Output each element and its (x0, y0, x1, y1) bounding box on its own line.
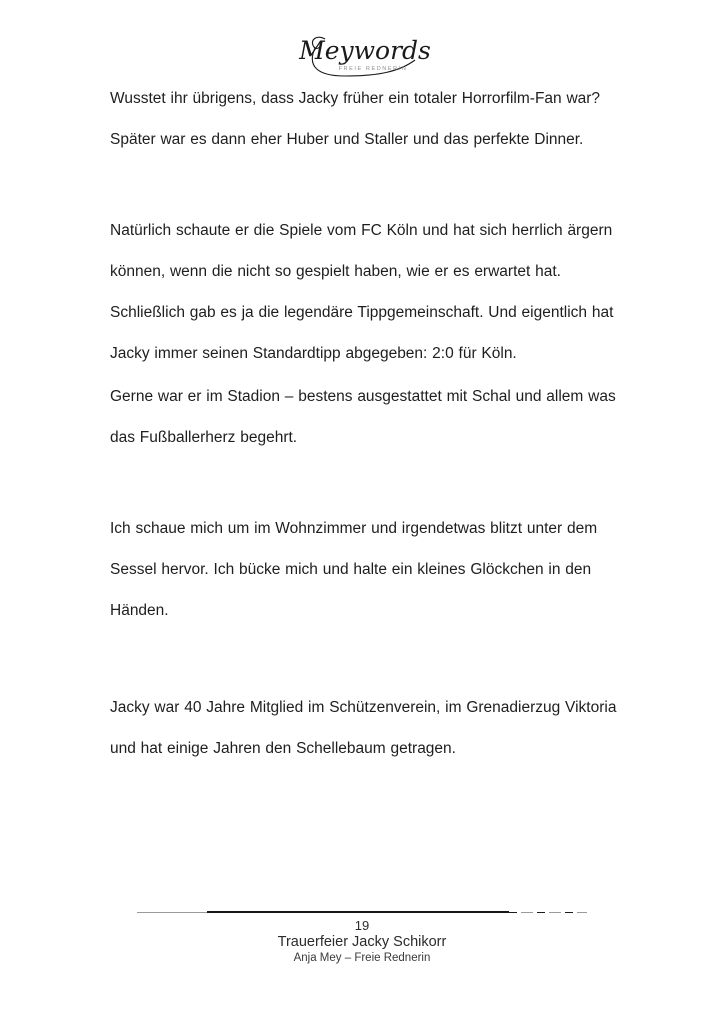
paragraph-schuetzenverein: Jacky war 40 Jahre Mitglied im Schützenverein, im Grenadierzug Viktoria und hat einige Jahren den Schellebaum getragen. (110, 699, 617, 757)
meywords-logo-icon (287, 32, 437, 84)
footer-document-title: Trauerfeier Jacky Schikorr (277, 934, 447, 950)
logo-wordmark: Meywords (299, 36, 431, 65)
page-number: 19 (354, 918, 370, 933)
paragraph-gloeckchen: Ich schaue mich um im Wohnzimmer und irgendetwas blitzt unter dem Sessel hervor. Ich bücke mich und halte ein kleines Glöckchen in den Händen. (110, 520, 598, 619)
footer-author: Anja Mey – Freie Rednerin (293, 952, 431, 964)
page-footer (0, 908, 724, 966)
logo-tagline: FREIE REDNERIN (338, 66, 408, 72)
paragraph-stadion: Gerne war er im Stadion – bestens ausgestattet mit Schal und allem was das Fußballerherz begehrt. (110, 388, 616, 446)
paragraph-fc-koeln: Natürlich schaute er die Spiele vom FC Köln und hat sich herrlich ärgern können, wenn die nicht so gespielt haben, wie er es erwartet hat. Schließlich gab es ja die legendäre Tippgemeinschaft. Und eigentlich hat Jacky immer seinen Standardtipp abgegeben: 2:0 für Köln. (110, 222, 614, 362)
footer-rule-dashed-segment (509, 912, 587, 913)
footer-rule-thin-segment (137, 912, 207, 913)
paragraph-horrorfilm: Wusstet ihr übrigens, dass Jacky früher ein totaler Horrorfilm-Fan war? Später war es dann eher Huber und Staller und das perfekte Dinner. (110, 90, 601, 148)
footer-rule-thick-segment (207, 911, 509, 913)
footer-rule (0, 908, 724, 916)
document-body (110, 78, 629, 769)
